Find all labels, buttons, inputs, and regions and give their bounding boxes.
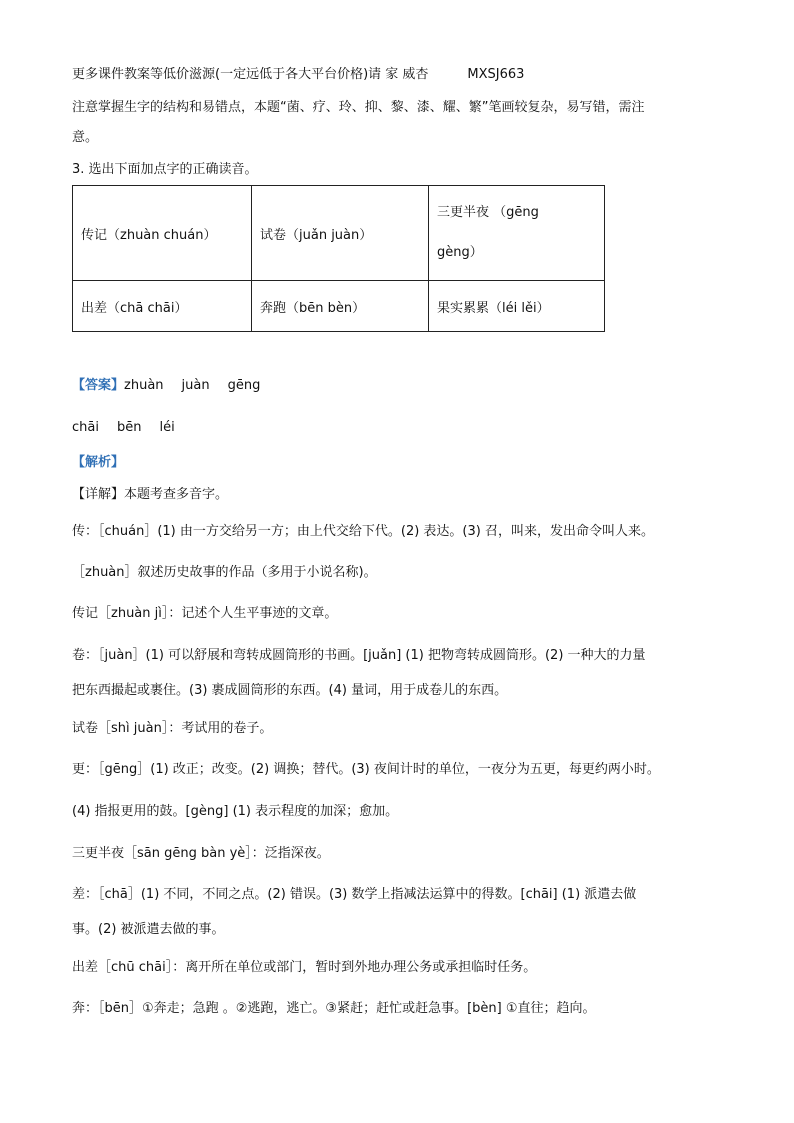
explanation-line: ［zhuàn］叙述历史故事的作品（多用于小说名称)。 — [72, 565, 377, 580]
explanation-line: 更：［gēng］(1) 改正；改变。(2) 调换；替代。(3) 夜间计时的单位，一夜分为五更，每更约两小时。 — [72, 762, 660, 777]
explanation-line: 卷：［juàn］(1) 可以舒展和弯转成圆筒形的书画。[juǎn] (1) 把物弯转成圆筒形。(2) 一种大的力量 — [72, 648, 646, 663]
explanation-line: 把东西撮起或裹住。(3) 裹成圆筒形的东西。(4) 量词，用于成卷儿的东西。 — [72, 683, 508, 698]
question-title: 3. 选出下面加点字的正确读音。 — [72, 162, 258, 177]
table-cell: 果实累累（léi lěi） — [429, 281, 605, 332]
detail-line — [72, 486, 228, 504]
answer-item: gēng — [227, 378, 261, 393]
table-row — [73, 281, 605, 332]
table-cell: 奔跑（bēn bèn） — [252, 281, 429, 332]
table-cell — [429, 186, 605, 281]
answer-item: zhuàn — [124, 378, 164, 393]
explanation-line: 传记［zhuàn jì］：记述个人生平事迹的文章。 — [72, 606, 338, 621]
table-cell: 传记（zhuàn chuán） — [73, 186, 252, 281]
detail-label: 【详解】 — [72, 487, 125, 502]
table-row — [73, 186, 605, 281]
answer-row-2 — [72, 419, 175, 437]
answer-item: chāi — [72, 420, 99, 435]
explanation-line: 差：［chā］(1) 不同，不同之点。(2) 错误。(3) 数学上指减法运算中的得数。[chāi] (1) 派遣去做 — [72, 887, 637, 902]
answer-row-1 — [72, 377, 260, 395]
table-cell-line: gèng） — [437, 245, 483, 260]
explanation-line: (4) 指报更用的鼓。[gèng] (1) 表示程度的加深；愈加。 — [72, 804, 399, 819]
table-cell-line: 三更半夜 （gēng — [437, 205, 539, 220]
explanation-line: 传：［chuán］(1) 由一方交给另一方；由上代交给下代。(2) 表达。(3) 召，叫来，发出命令叫人来。 — [72, 524, 654, 539]
table-cell: 出差（chā chāi） — [73, 281, 252, 332]
note-line-1: 注意掌握生字的结构和易错点，本题“菌、疗、玲、抑、黎、漆、耀、繁”笔画较复杂，易写错，需注 — [72, 100, 645, 115]
explanation-line: 试卷［shì juàn］：考试用的卷子。 — [72, 721, 273, 736]
explanation-line: 出差［chū chāi］：离开所在单位或部门，暂时到外地办理公务或承担临时任务。 — [72, 960, 537, 975]
analysis-label: 【解析】 — [72, 455, 125, 470]
answer-item: juàn — [181, 378, 210, 393]
answer-label: 【答案】 — [72, 378, 125, 393]
explanation-line: 事。(2) 被派遣去做的事。 — [72, 922, 225, 937]
header-line: 更多课件教案等低价滋源(一定远低于各大平台价格)请 家 威杏 MXSJ663 — [72, 67, 525, 82]
answer-item: léi — [159, 420, 175, 435]
table-cell: 试卷（juǎn juàn） — [252, 186, 429, 281]
question-table — [72, 185, 605, 332]
detail-text: 本题考查多音字。 — [124, 487, 229, 502]
answer-item: bēn — [116, 420, 142, 435]
note-line-2: 意。 — [72, 130, 99, 145]
explanation-line: 三更半夜［sān gēng bàn yè］：泛指深夜。 — [72, 846, 330, 861]
explanation-line: 奔：［bēn］①奔走；急跑 。②逃跑，逃亡。③紧赶；赶忙或赶急事。[bèn] ①直往；趋向。 — [72, 1001, 596, 1016]
